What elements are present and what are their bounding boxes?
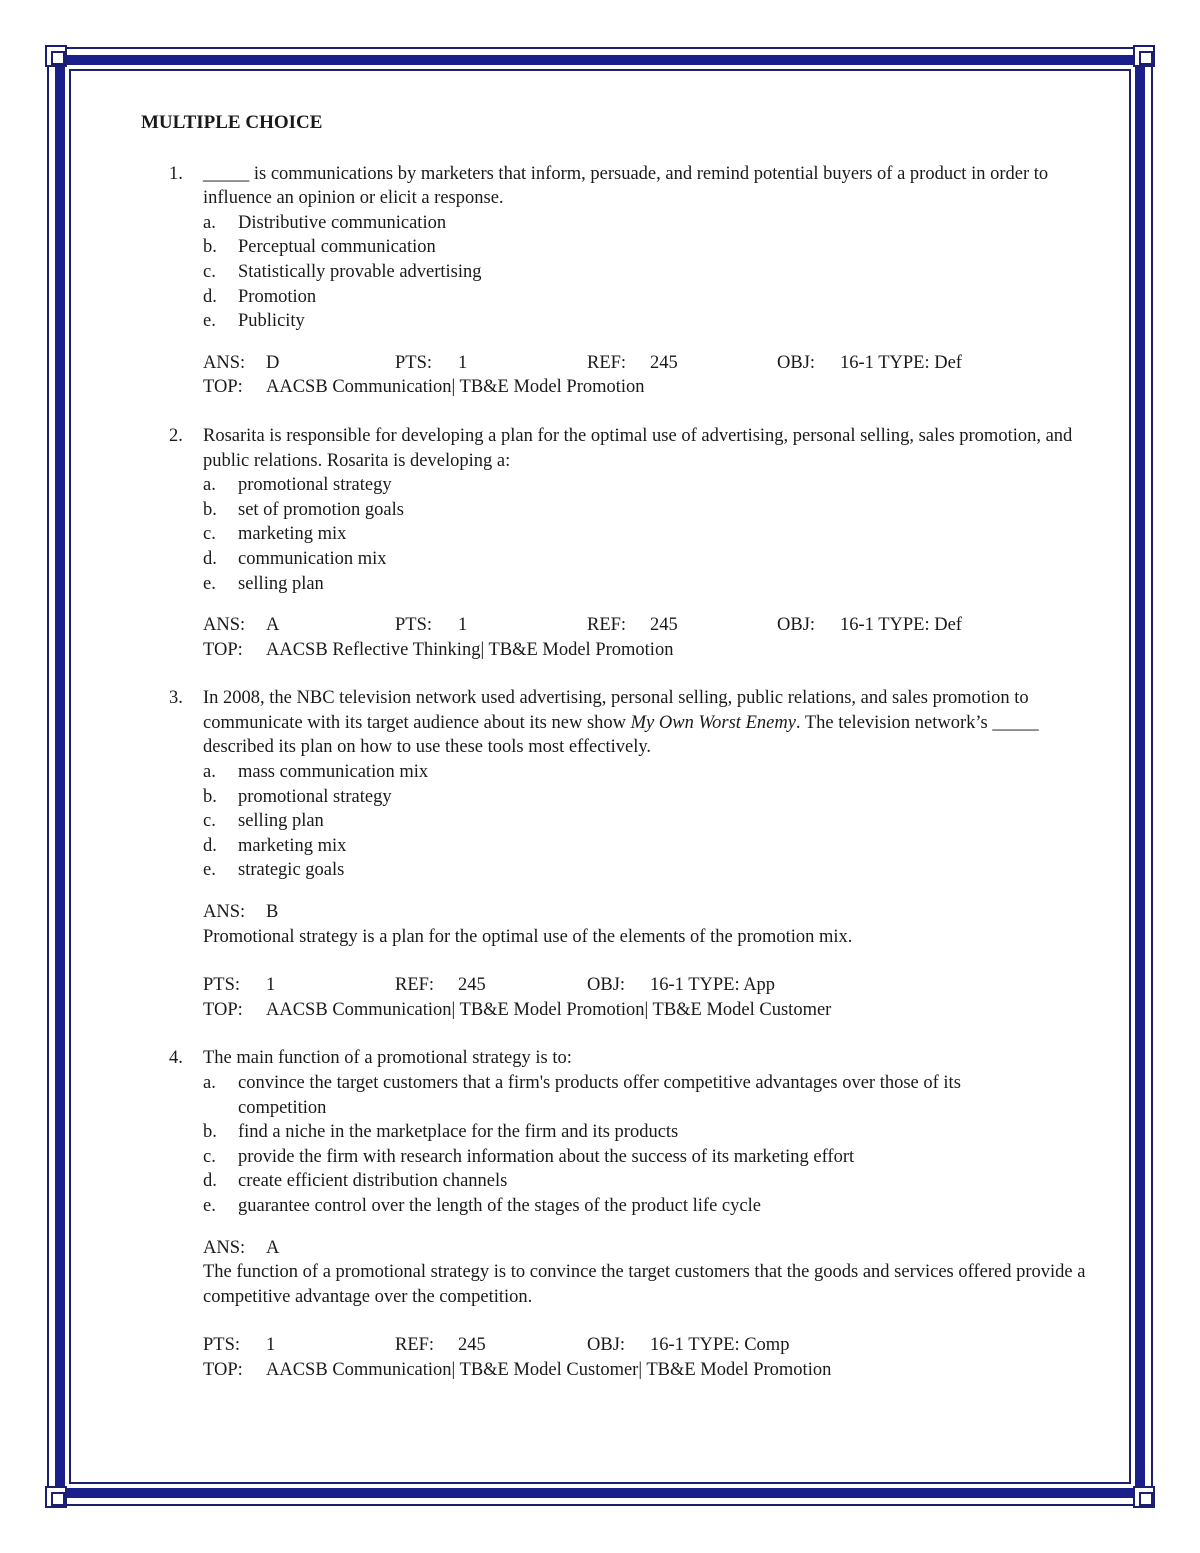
option-text: promotional strategy	[238, 475, 392, 496]
option-letter: a.	[203, 475, 216, 496]
reference-value: 245	[458, 975, 486, 996]
answer-label: ANS:	[203, 902, 246, 923]
points-value: 1	[458, 352, 468, 373]
objective-field	[777, 351, 962, 376]
option-letter: b.	[203, 786, 217, 807]
objective-field	[587, 1333, 789, 1358]
corner-ornament	[45, 45, 67, 67]
option-letter: e.	[203, 1195, 216, 1216]
objective-label: OBJ:	[587, 1335, 626, 1356]
option-b	[203, 1120, 1101, 1145]
option-letter: d.	[203, 286, 217, 307]
options-list	[203, 760, 1101, 883]
question-stem: The main function of a promotional strategy is to:	[203, 1048, 572, 1069]
answer-label: ANS:	[203, 1237, 246, 1258]
points-value: 1	[266, 975, 276, 996]
points-label: PTS:	[203, 1335, 241, 1356]
topic-label: TOP:	[203, 639, 243, 660]
option-text: create efficient distribution channels	[238, 1171, 508, 1192]
section-heading: MULTIPLE CHOICE	[141, 112, 323, 133]
reference-value: 245	[650, 352, 678, 373]
option-letter: a.	[203, 762, 216, 783]
option-letter: e.	[203, 573, 216, 594]
question-stem: Rosarita is responsible for developing a plan for the optimal use of advertising, personal selling, sales promotion, and public relations. Rosarita is developing a:	[203, 425, 1073, 471]
option-c	[203, 1145, 1101, 1170]
option-d	[203, 547, 1101, 572]
answer-meta	[203, 1236, 1101, 1383]
points-field	[203, 973, 395, 998]
points-label: PTS:	[395, 352, 433, 373]
answer-meta	[203, 613, 1101, 662]
points-label: PTS:	[395, 615, 433, 636]
option-text: promotional strategy	[238, 786, 392, 807]
option-letter: c.	[203, 811, 216, 832]
answer-value: A	[266, 1237, 280, 1258]
option-a	[203, 211, 1101, 236]
option-e	[203, 858, 1101, 883]
option-b	[203, 498, 1101, 523]
options-list	[203, 211, 1101, 334]
answer-value: D	[266, 352, 280, 373]
reference-value: 245	[458, 1335, 486, 1356]
topic-field	[203, 998, 1101, 1023]
option-letter: c.	[203, 524, 216, 545]
question-number: 2.	[169, 425, 183, 446]
objective-field	[777, 613, 962, 638]
topic-value: AACSB Communication| TB&E Model Customer| TB&E Model Promotion	[266, 1359, 832, 1380]
option-text: communication mix	[238, 548, 387, 569]
option-e	[203, 309, 1101, 334]
options-list	[203, 473, 1101, 596]
topic-field	[203, 375, 1101, 400]
answer-meta	[203, 351, 1101, 400]
topic-field	[203, 1358, 1101, 1383]
objective-field	[587, 973, 775, 998]
option-text: marketing mix	[238, 835, 347, 856]
option-letter: b.	[203, 237, 217, 258]
answer-meta	[203, 900, 1101, 1022]
option-c	[203, 809, 1101, 834]
objective-value: 16-1 TYPE: Def	[840, 615, 962, 636]
option-a	[203, 473, 1101, 498]
option-text: strategic goals	[238, 860, 345, 881]
answer-label: ANS:	[203, 352, 246, 373]
points-field	[395, 613, 587, 638]
option-letter: d.	[203, 1171, 217, 1192]
option-text: convince the target customers that a firm's products offer competitive advantages over those of its competition	[238, 1073, 961, 1118]
question-4	[141, 1046, 1101, 1382]
answer-label: ANS:	[203, 615, 246, 636]
reference-field	[395, 1333, 587, 1358]
show-title: My Own Worst Enemy	[630, 712, 796, 733]
objective-value: 16-1 TYPE: App	[650, 975, 776, 996]
question-stem	[203, 686, 1101, 760]
stem-text: In 2008, the NBC television network used advertising, personal selling, public relations, and sales promotion to communicate with its target audience about its new show	[203, 688, 1029, 733]
reference-field	[587, 613, 777, 638]
objective-label: OBJ:	[777, 615, 816, 636]
option-a	[203, 760, 1101, 785]
option-letter: c.	[203, 1146, 216, 1167]
objective-value: 16-1 TYPE: Comp	[650, 1335, 790, 1356]
option-letter: e.	[203, 311, 216, 332]
option-c	[203, 260, 1101, 285]
answer-value: A	[266, 615, 280, 636]
answer-field	[203, 1236, 1101, 1261]
option-e	[203, 1194, 1101, 1219]
answer-field	[203, 900, 1101, 925]
reference-label: REF:	[395, 975, 435, 996]
option-text: Distributive communication	[238, 212, 447, 233]
points-value: 1	[458, 615, 468, 636]
option-text: marketing mix	[238, 524, 347, 545]
reference-label: REF:	[587, 352, 627, 373]
topic-value: AACSB Communication| TB&E Model Promotion| TB&E Model Customer	[266, 999, 832, 1020]
topic-label: TOP:	[203, 999, 243, 1020]
reference-field	[587, 351, 777, 376]
option-letter: d.	[203, 835, 217, 856]
option-d	[203, 285, 1101, 310]
option-letter: a.	[203, 212, 216, 233]
option-letter: e.	[203, 860, 216, 881]
corner-ornament	[1133, 45, 1155, 67]
option-b	[203, 235, 1101, 260]
answer-value: B	[266, 902, 279, 923]
stem-text: . The television network’s _____ described its plan on how to use these tools most effectively.	[203, 712, 1039, 758]
option-letter: b.	[203, 1122, 217, 1143]
option-text: selling plan	[238, 573, 324, 594]
objective-label: OBJ:	[777, 352, 816, 373]
option-text: set of promotion goals	[238, 499, 404, 520]
option-c	[203, 522, 1101, 547]
question-1	[141, 162, 1101, 400]
option-letter: a.	[203, 1073, 216, 1093]
reference-field	[395, 973, 587, 998]
option-letter: b.	[203, 499, 217, 520]
question-number: 3.	[169, 688, 183, 709]
reference-value: 245	[650, 615, 678, 636]
reference-label: REF:	[395, 1335, 435, 1356]
points-label: PTS:	[203, 975, 241, 996]
option-text: find a niche in the marketplace for the firm and its products	[238, 1122, 679, 1143]
objective-label: OBJ:	[587, 975, 626, 996]
topic-value: AACSB Reflective Thinking| TB&E Model Promotion	[266, 639, 674, 660]
answer-field	[203, 613, 395, 638]
topic-label: TOP:	[203, 377, 243, 398]
corner-ornament	[45, 1486, 67, 1508]
document-body	[141, 111, 1101, 1407]
answer-field	[203, 351, 395, 376]
option-e	[203, 572, 1101, 597]
points-value: 1	[266, 1335, 276, 1356]
question-3	[141, 686, 1101, 1022]
answer-feedback: Promotional strategy is a plan for the optimal use of the elements of the promotion mix.	[203, 926, 853, 947]
topic-label: TOP:	[203, 1359, 243, 1380]
option-letter: c.	[203, 261, 216, 282]
option-letter: d.	[203, 548, 217, 569]
option-b	[203, 785, 1101, 810]
points-field	[395, 351, 587, 376]
option-text: guarantee control over the length of the stages of the product life cycle	[238, 1195, 761, 1216]
question-2	[141, 424, 1101, 662]
option-text: Publicity	[238, 311, 305, 332]
answer-feedback: The function of a promotional strategy is to convince the target customers that the goods and services offered provide a competitive advantage over the competition.	[203, 1262, 1086, 1307]
question-stem: _____ is communications by marketers that inform, persuade, and remind potential buyers of a product in order to influence an opinion or elicit a response.	[203, 163, 1049, 209]
topic-field	[203, 638, 1101, 663]
option-text: mass communication mix	[238, 762, 429, 783]
option-text: Promotion	[238, 286, 317, 307]
objective-value: 16-1 TYPE: Def	[840, 352, 962, 373]
option-a	[203, 1071, 1018, 1120]
question-number: 1.	[169, 163, 183, 184]
option-text: provide the firm with research information about the success of its marketing effort	[238, 1146, 855, 1167]
corner-ornament	[1133, 1486, 1155, 1508]
topic-value: AACSB Communication| TB&E Model Promotion	[266, 377, 645, 398]
option-text: Perceptual communication	[238, 237, 436, 258]
option-text: selling plan	[238, 811, 324, 832]
reference-label: REF:	[587, 615, 627, 636]
points-field	[203, 1333, 395, 1358]
option-text: Statistically provable advertising	[238, 261, 482, 282]
option-d	[203, 1169, 1101, 1194]
option-d	[203, 834, 1101, 859]
options-list	[203, 1071, 1101, 1219]
question-number: 4.	[169, 1048, 183, 1069]
